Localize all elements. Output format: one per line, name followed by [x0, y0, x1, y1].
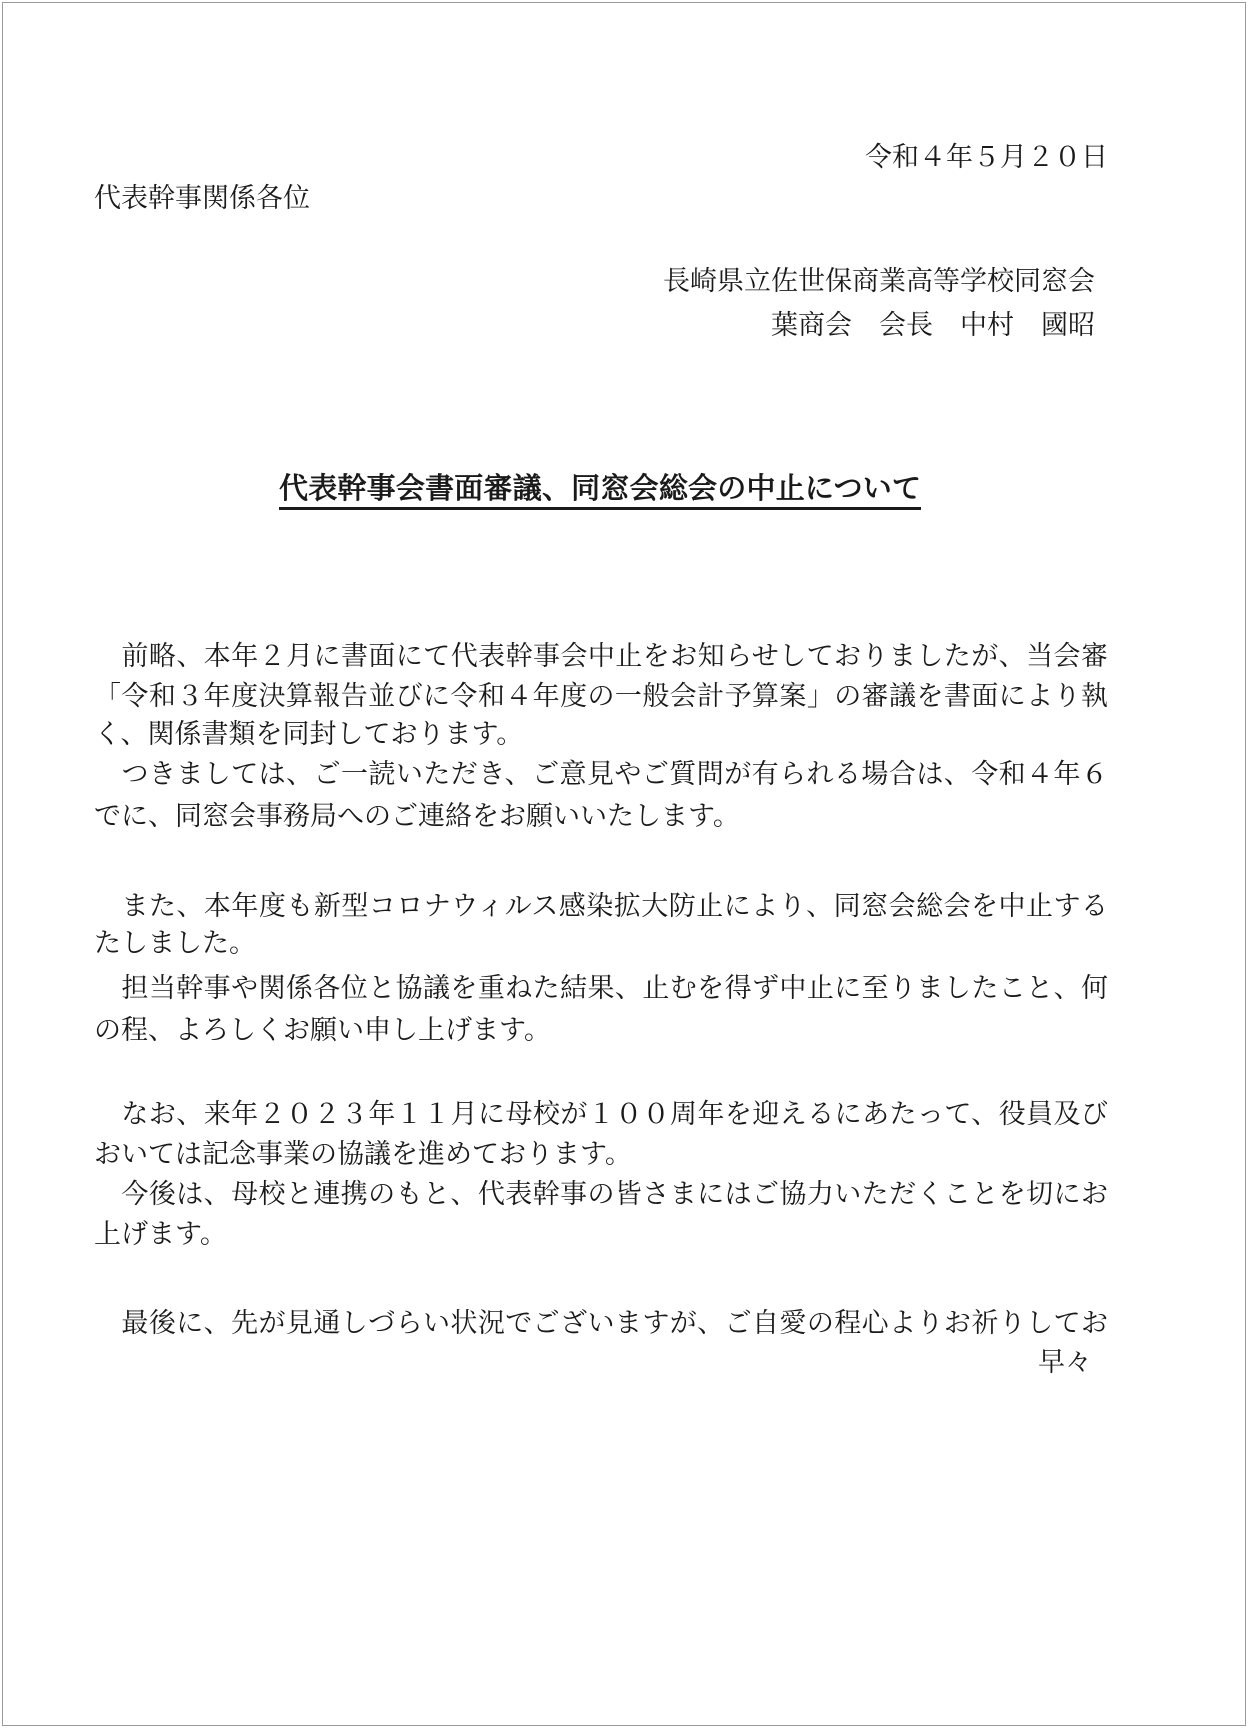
- body-line: 最後に、先が見通しづらい状況でございますが、ご自愛の程心よりお祈りしてお: [121, 1308, 1108, 1339]
- page-border: [2, 2, 1246, 1726]
- sender-organization: 長崎県立佐世保商業高等学校同窓会: [663, 266, 1095, 297]
- body-line: でに、同窓会事務局へのご連絡をお願いいたします。: [94, 801, 740, 832]
- sender-name: 葉商会 会長 中村 國昭: [771, 310, 1095, 341]
- body-line: つきましては、ご一読いただき、ご意見やご質問が有られる場合は、令和４年６: [121, 759, 1108, 790]
- body-line: 上げます。: [94, 1219, 227, 1250]
- letter-date: 令和４年５月２０日: [865, 142, 1108, 173]
- body-line: おいては記念事業の協議を進めております。: [94, 1139, 632, 1170]
- body-line: 担当幹事や関係各位と協議を重ねた結果、止むを得ず中止に至りましたこと、何: [121, 973, 1108, 1004]
- body-line: 前略、本年２月に書面にて代表幹事会中止をお知らせしておりましたが、当会審: [121, 641, 1108, 672]
- closing: 早々: [1038, 1347, 1092, 1378]
- body-line: 今後は、母校と連携のもと、代表幹事の皆さまにはご協力いただくことを切にお: [121, 1179, 1108, 1210]
- title-underline: [279, 507, 921, 510]
- body-line: く、関係書類を同封しております。: [94, 719, 524, 750]
- body-line: の程、よろしくお願い申し上げます。: [94, 1015, 551, 1046]
- body-line: たしました。: [94, 928, 256, 959]
- body-line: なお、来年２０２３年１１月に母校が１００周年を迎えるにあたって、役員及び: [121, 1099, 1108, 1130]
- body-line: 「令和３年度決算報告並びに令和４年度の一般会計予算案」の審議を書面により執: [94, 681, 1108, 712]
- body-line: また、本年度も新型コロナウィルス感染拡大防止により、同窓会総会を中止する: [121, 891, 1108, 922]
- document-title: 代表幹事会書面審議、同窓会総会の中止について: [279, 471, 921, 505]
- addressee: 代表幹事関係各位: [94, 183, 310, 214]
